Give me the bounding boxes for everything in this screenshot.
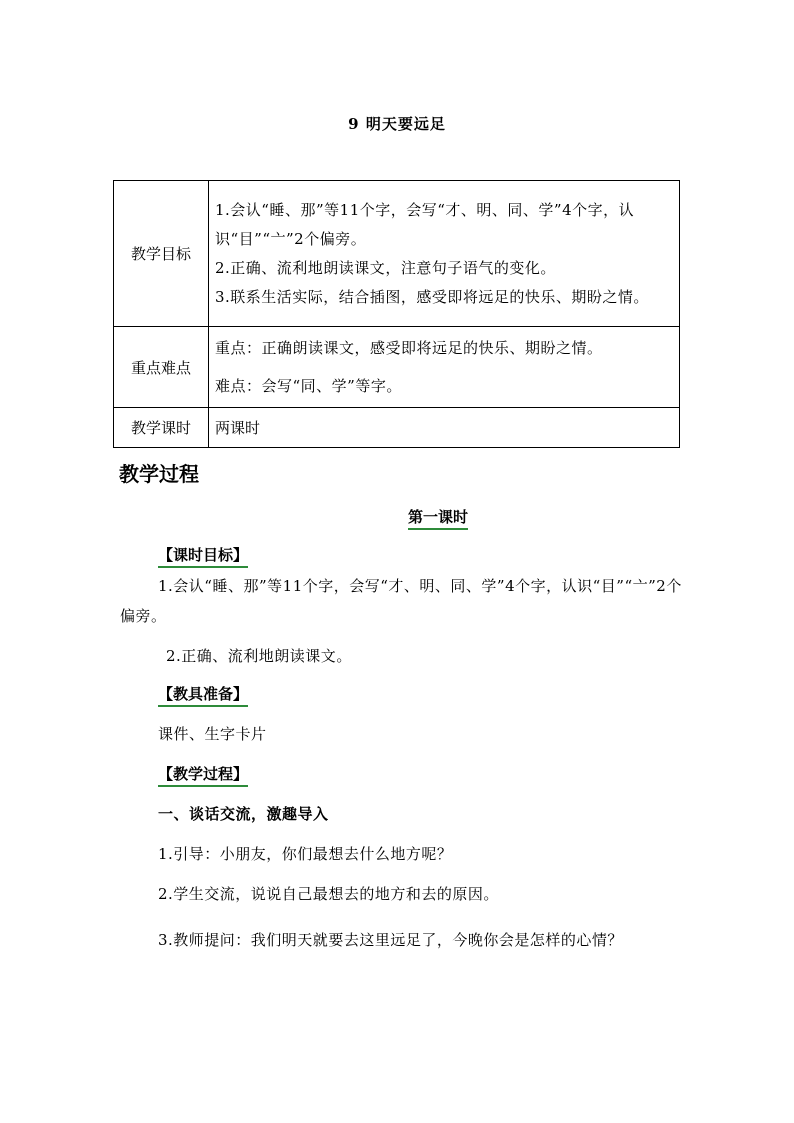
goals-content	[209, 181, 680, 327]
process-heading: 教学过程	[119, 462, 199, 486]
focus-content	[209, 327, 680, 408]
goals-label: 教学目标	[114, 181, 209, 327]
goal-item: 2.正确、流利地朗读课文，注意句子语气的变化。	[215, 258, 556, 277]
goal-item: 1.会认“睡、那”等11个字，会写“才、明、同、学”4个字，认识“目”“亠”2个偏旁。	[215, 200, 635, 248]
step-2: 2.学生交流，说说自己最想去的地方和去的原因。	[158, 885, 499, 903]
objectives-heading: 【课时目标】	[158, 544, 248, 568]
part1-heading: 一、谈话交流，激趣导入	[158, 805, 329, 823]
focus-label: 重点难点	[114, 327, 209, 408]
table-row	[114, 327, 680, 408]
objective-2: 2.正确、流利地朗读课文。	[166, 647, 352, 665]
objective-1: 1.会认“睡、那”等11个字，会写“才、明、同、学”4个字，认识“目”“亠”2个偏旁。	[120, 577, 682, 625]
hours-label: 教学课时	[114, 408, 209, 448]
goal-item: 3.联系生活实际，结合插图，感受即将远足的快乐、期盼之情。	[215, 287, 649, 306]
table-row	[114, 181, 680, 327]
lesson-title: 第一课时	[408, 506, 468, 530]
page-title: 9 明天要远足	[348, 115, 446, 133]
table-row	[114, 408, 680, 448]
tools-text: 课件、生字卡片	[158, 725, 267, 743]
tools-heading: 【教具准备】	[158, 683, 248, 707]
focus-item: 难点：会写“同、学”等字。	[215, 377, 402, 395]
step-3: 3.教师提问：我们明天就要去这里远足了，今晚你会是怎样的心情？	[158, 931, 623, 949]
lesson-info-table	[113, 180, 680, 448]
step-1: 1.引导：小朋友，你们最想去什么地方呢？	[158, 845, 453, 863]
teaching-process-heading: 【教学过程】	[158, 763, 248, 787]
focus-item: 重点：正确朗读课文，感受即将远足的快乐、期盼之情。	[215, 339, 603, 357]
hours-value: 两课时	[209, 408, 680, 448]
